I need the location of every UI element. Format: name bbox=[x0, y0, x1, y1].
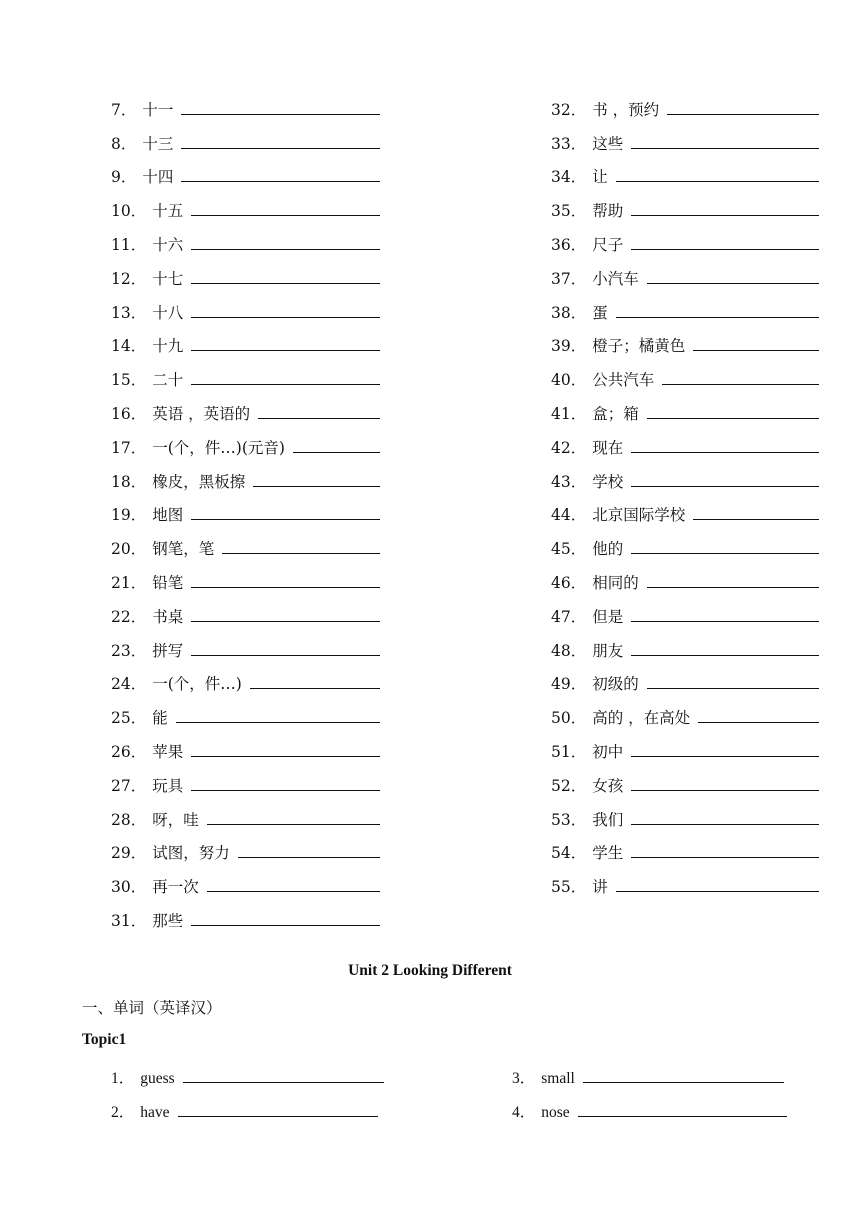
item-number: 23． bbox=[111, 641, 147, 660]
topic-vocab-item bbox=[111, 1062, 384, 1088]
answer-blank[interactable] bbox=[578, 1116, 787, 1117]
item-term: 公共汽车 bbox=[592, 371, 655, 390]
vocab-item bbox=[111, 154, 380, 188]
item-term: 十九 bbox=[152, 337, 184, 356]
vocab-item bbox=[111, 424, 380, 458]
item-term: 钢笔，笔 bbox=[152, 540, 215, 559]
item-term: 北京国际学校 bbox=[592, 506, 686, 525]
answer-blank[interactable] bbox=[631, 655, 819, 656]
answer-blank[interactable] bbox=[258, 418, 380, 419]
answer-blank[interactable] bbox=[183, 1082, 384, 1083]
item-number: 31． bbox=[111, 911, 147, 930]
item-term: 学生 bbox=[592, 844, 624, 863]
answer-blank[interactable] bbox=[616, 181, 819, 182]
item-term: 一(个，件…)(元音) bbox=[152, 438, 285, 457]
vocab-item bbox=[111, 728, 380, 762]
item-number: 44． bbox=[551, 506, 587, 525]
item-term: 十一 bbox=[142, 100, 174, 119]
item-term: 相同的 bbox=[592, 573, 639, 592]
item-term: 高的 ，在高处 bbox=[592, 709, 691, 728]
item-term: 十三 bbox=[142, 134, 174, 153]
section-heading: 一、单词（英译汉） bbox=[82, 999, 222, 1017]
item-term: 十八 bbox=[152, 303, 184, 322]
item-number: 24． bbox=[111, 675, 147, 694]
item-term: 我们 bbox=[592, 810, 624, 829]
item-number: 38． bbox=[551, 303, 587, 322]
item-term: 十六 bbox=[152, 235, 184, 254]
vocab-column-right bbox=[551, 86, 819, 897]
answer-blank[interactable] bbox=[181, 114, 380, 115]
item-term: 苹果 bbox=[152, 742, 184, 761]
vocab-item bbox=[551, 255, 819, 289]
answer-blank[interactable] bbox=[191, 587, 380, 588]
item-number: 55． bbox=[551, 878, 587, 897]
answer-blank[interactable] bbox=[293, 452, 380, 453]
item-number: 47． bbox=[551, 607, 587, 626]
vocab-item bbox=[111, 897, 380, 931]
unit-title: Unit 2 Looking Different bbox=[348, 962, 512, 979]
vocab-item bbox=[551, 356, 819, 390]
item-number: 32． bbox=[551, 100, 587, 119]
vocab-item bbox=[551, 390, 819, 424]
answer-blank[interactable] bbox=[631, 756, 819, 757]
answer-blank[interactable] bbox=[667, 114, 819, 115]
vocab-item bbox=[551, 559, 819, 593]
item-term: 呀，哇 bbox=[152, 810, 199, 829]
item-number: 13． bbox=[111, 303, 147, 322]
vocab-item bbox=[551, 86, 819, 120]
answer-blank[interactable] bbox=[207, 824, 380, 825]
vocab-item bbox=[551, 492, 819, 526]
vocab-item bbox=[111, 830, 380, 864]
item-number: 52． bbox=[551, 776, 587, 795]
item-number: 2． bbox=[111, 1104, 135, 1121]
vocab-item bbox=[111, 661, 380, 695]
item-number: 20． bbox=[111, 540, 147, 559]
answer-blank[interactable] bbox=[631, 148, 819, 149]
item-term: 玩具 bbox=[152, 776, 184, 795]
vocab-item bbox=[111, 694, 380, 728]
item-term: 铅笔 bbox=[152, 573, 184, 592]
item-term: 那些 bbox=[152, 911, 184, 930]
vocab-item bbox=[111, 120, 380, 154]
item-number: 14． bbox=[111, 337, 147, 356]
item-term: 这些 bbox=[592, 134, 624, 153]
vocab-item bbox=[551, 661, 819, 695]
vocab-item bbox=[111, 492, 380, 526]
item-number: 36． bbox=[551, 235, 587, 254]
item-number: 25． bbox=[111, 709, 147, 728]
item-term: 初级的 bbox=[592, 675, 639, 694]
item-term: 地图 bbox=[152, 506, 184, 525]
answer-blank[interactable] bbox=[250, 688, 380, 689]
vocab-item bbox=[551, 458, 819, 492]
item-term: 书桌 bbox=[152, 607, 184, 626]
item-number: 16． bbox=[111, 404, 147, 423]
answer-blank[interactable] bbox=[253, 486, 380, 487]
answer-blank[interactable] bbox=[647, 587, 819, 588]
answer-blank[interactable] bbox=[191, 317, 380, 318]
answer-blank[interactable] bbox=[181, 148, 380, 149]
item-number: 10． bbox=[111, 202, 147, 221]
item-number: 53． bbox=[551, 810, 587, 829]
item-number: 11． bbox=[111, 235, 147, 254]
item-term: 拼写 bbox=[152, 641, 184, 660]
answer-blank[interactable] bbox=[693, 519, 819, 520]
vocab-item bbox=[551, 593, 819, 627]
item-term: 帮助 bbox=[592, 202, 624, 221]
item-term: 橙子；橘黄色 bbox=[592, 337, 686, 356]
item-number: 34． bbox=[551, 168, 587, 187]
answer-blank[interactable] bbox=[181, 181, 380, 182]
item-term: 橡皮，黑板擦 bbox=[152, 472, 246, 491]
vocab-item bbox=[111, 525, 380, 559]
item-number: 48． bbox=[551, 641, 587, 660]
vocab-item bbox=[111, 289, 380, 323]
vocab-item bbox=[551, 863, 819, 897]
vocab-item bbox=[111, 593, 380, 627]
answer-blank[interactable] bbox=[693, 350, 819, 351]
vocab-item bbox=[551, 830, 819, 864]
item-term: 能 bbox=[152, 709, 168, 728]
item-number: 4． bbox=[512, 1104, 536, 1121]
vocab-item bbox=[111, 559, 380, 593]
vocab-item bbox=[551, 796, 819, 830]
item-term: 再一次 bbox=[152, 878, 199, 897]
vocab-item bbox=[551, 424, 819, 458]
vocab-item bbox=[111, 762, 380, 796]
answer-blank[interactable] bbox=[191, 283, 380, 284]
item-term: 书 ，预约 bbox=[592, 100, 660, 119]
item-number: 9． bbox=[111, 168, 137, 187]
answer-blank[interactable] bbox=[191, 519, 380, 520]
vocab-item bbox=[551, 627, 819, 661]
vocab-item bbox=[551, 289, 819, 323]
vocab-item bbox=[111, 627, 380, 661]
item-number: 42． bbox=[551, 438, 587, 457]
item-number: 33． bbox=[551, 134, 587, 153]
item-number: 41． bbox=[551, 404, 587, 423]
item-term: 蛋 bbox=[592, 303, 608, 322]
item-number: 46． bbox=[551, 573, 587, 592]
answer-blank[interactable] bbox=[191, 655, 380, 656]
item-term: nose bbox=[541, 1104, 570, 1121]
item-term: 小汽车 bbox=[592, 269, 639, 288]
vocab-column-left bbox=[111, 86, 380, 931]
answer-blank[interactable] bbox=[583, 1082, 784, 1083]
answer-blank[interactable] bbox=[647, 283, 819, 284]
answer-blank[interactable] bbox=[631, 824, 819, 825]
item-term: 英语 ，英语的 bbox=[152, 404, 251, 423]
item-term: 二十 bbox=[152, 371, 184, 390]
item-number: 35． bbox=[551, 202, 587, 221]
vocab-item bbox=[551, 525, 819, 559]
item-number: 49． bbox=[551, 675, 587, 694]
answer-blank[interactable] bbox=[647, 688, 819, 689]
answer-blank[interactable] bbox=[631, 486, 819, 487]
item-term: 他的 bbox=[592, 540, 624, 559]
answer-blank[interactable] bbox=[616, 317, 819, 318]
answer-blank[interactable] bbox=[698, 722, 819, 723]
item-number: 54． bbox=[551, 844, 587, 863]
item-number: 29． bbox=[111, 844, 147, 863]
item-number: 51． bbox=[551, 742, 587, 761]
answer-blank[interactable] bbox=[631, 857, 819, 858]
item-term: 尺子 bbox=[592, 235, 624, 254]
item-number: 21． bbox=[111, 573, 147, 592]
vocab-item bbox=[111, 221, 380, 255]
answer-blank[interactable] bbox=[631, 215, 819, 216]
answer-blank[interactable] bbox=[178, 1116, 378, 1117]
item-term: 十五 bbox=[152, 202, 184, 221]
vocab-item bbox=[111, 187, 380, 221]
item-number: 50． bbox=[551, 709, 587, 728]
vocab-item bbox=[551, 120, 819, 154]
item-term: 女孩 bbox=[592, 776, 624, 795]
answer-blank[interactable] bbox=[191, 790, 380, 791]
answer-blank[interactable] bbox=[662, 384, 819, 385]
item-number: 19． bbox=[111, 506, 147, 525]
answer-blank[interactable] bbox=[191, 249, 380, 250]
answer-blank[interactable] bbox=[631, 452, 819, 453]
answer-blank[interactable] bbox=[191, 350, 380, 351]
answer-blank[interactable] bbox=[191, 756, 380, 757]
item-number: 30． bbox=[111, 878, 147, 897]
vocab-item bbox=[551, 728, 819, 762]
item-number: 7． bbox=[111, 100, 137, 119]
vocab-item bbox=[111, 796, 380, 830]
item-term: 朋友 bbox=[592, 641, 624, 660]
vocab-item bbox=[111, 458, 380, 492]
vocab-item bbox=[111, 390, 380, 424]
answer-blank[interactable] bbox=[631, 553, 819, 554]
item-number: 15． bbox=[111, 371, 147, 390]
item-term: 现在 bbox=[592, 438, 624, 457]
item-number: 40． bbox=[551, 371, 587, 390]
vocab-item bbox=[111, 86, 380, 120]
item-term: 十四 bbox=[142, 168, 174, 187]
item-term: small bbox=[541, 1070, 575, 1087]
topic-vocab-item bbox=[512, 1062, 784, 1088]
item-number: 18． bbox=[111, 472, 147, 491]
answer-blank[interactable] bbox=[238, 857, 380, 858]
vocab-item bbox=[111, 323, 380, 357]
answer-blank[interactable] bbox=[631, 621, 819, 622]
item-number: 1． bbox=[111, 1070, 135, 1087]
item-number: 37． bbox=[551, 269, 587, 288]
vocab-item bbox=[551, 187, 819, 221]
answer-blank[interactable] bbox=[647, 418, 819, 419]
topic-vocab-item bbox=[512, 1096, 787, 1122]
answer-blank[interactable] bbox=[207, 891, 380, 892]
answer-blank[interactable] bbox=[191, 925, 380, 926]
item-number: 8． bbox=[111, 134, 137, 153]
vocab-item bbox=[551, 154, 819, 188]
vocab-item bbox=[111, 863, 380, 897]
item-term: 讲 bbox=[592, 878, 608, 897]
item-number: 45． bbox=[551, 540, 587, 559]
vocab-item bbox=[111, 255, 380, 289]
item-term: have bbox=[140, 1104, 170, 1121]
item-number: 28． bbox=[111, 810, 147, 829]
answer-blank[interactable] bbox=[631, 790, 819, 791]
answer-blank[interactable] bbox=[222, 553, 380, 554]
item-term: 学校 bbox=[592, 472, 624, 491]
item-term: 盒；箱 bbox=[592, 404, 639, 423]
topic-vocab-item bbox=[111, 1096, 378, 1122]
item-number: 12． bbox=[111, 269, 147, 288]
vocab-item bbox=[551, 221, 819, 255]
item-number: 17． bbox=[111, 438, 147, 457]
vocab-item bbox=[551, 323, 819, 357]
item-term: 初中 bbox=[592, 742, 624, 761]
answer-blank[interactable] bbox=[631, 249, 819, 250]
item-number: 26． bbox=[111, 742, 147, 761]
item-term: guess bbox=[140, 1070, 175, 1087]
vocab-item bbox=[551, 762, 819, 796]
answer-blank[interactable] bbox=[191, 215, 380, 216]
answer-blank[interactable] bbox=[191, 384, 380, 385]
answer-blank[interactable] bbox=[616, 891, 819, 892]
answer-blank[interactable] bbox=[191, 621, 380, 622]
item-number: 43． bbox=[551, 472, 587, 491]
topic-label: Topic1 bbox=[82, 1031, 127, 1048]
vocab-item bbox=[111, 356, 380, 390]
item-term: 让 bbox=[592, 168, 608, 187]
item-term: 试图，努力 bbox=[152, 844, 230, 863]
item-number: 22． bbox=[111, 607, 147, 626]
item-number: 39． bbox=[551, 337, 587, 356]
item-term: 十七 bbox=[152, 269, 184, 288]
item-term: 但是 bbox=[592, 607, 624, 626]
answer-blank[interactable] bbox=[176, 722, 380, 723]
item-term: 一(个，件…) bbox=[152, 675, 242, 694]
item-number: 27． bbox=[111, 776, 147, 795]
vocab-item bbox=[551, 694, 819, 728]
item-number: 3． bbox=[512, 1070, 536, 1087]
